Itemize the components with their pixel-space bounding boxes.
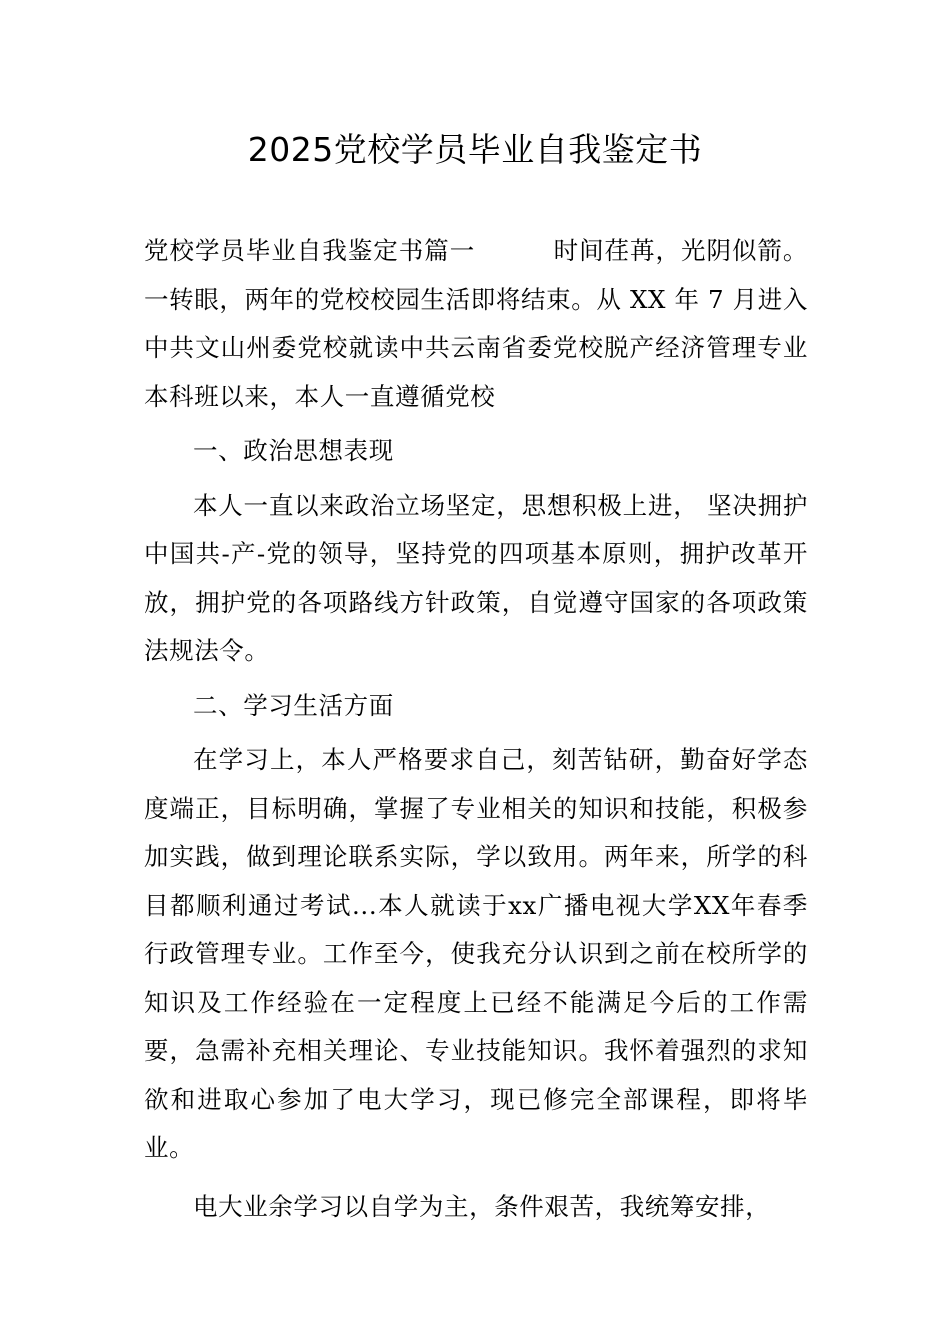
document-body <box>144 227 808 1231</box>
section2-paragraph: 在学习上，本人严格要求自己，刻苦钻研，勤奋好学态度端正，目标明确，掌握了专业相关的知识和技能，积极参加实践，做到理论联系实际，学以致用。两年来，所学的科目都顺利通过考试...本人就读于xx广播电视大学XX年春季行政管理专业。工作至今，使我充分认识到之前在校所学的知识及工作经验在一定程度上已经不能满足今后的工作需要，急需补充相关理论、专业技能知识。我怀着强烈的求知欲和进取心参加了电大学习，现已修完全部课程，即将毕业。 <box>144 745 808 1162</box>
section1-heading: 一、政治思想表现 <box>193 436 394 465</box>
section2-heading: 二、学习生活方面 <box>193 690 394 720</box>
document-title: 2025党校学员毕业自我鉴定书 <box>247 130 703 169</box>
section1-paragraph: 本人一直以来政治立场坚定，思想积极上进， 坚决拥护中国共-产-党的领导，坚持党的四项基本原则，拥护改革开放，拥护党的各项路线方针政策，自觉遵守国家的各项政策法规法令。 <box>144 490 808 665</box>
spacer <box>144 1173 808 1183</box>
intro-text: 时间荏苒，光阴似箭。一转眼，两年的党校校园生活即将结束。从 XX 年 7 月进入中共文山州委党校就读中共云南省委党校脱产经济管理专业本科班以来，本人一直遵循党校 <box>144 236 808 411</box>
intro-paragraph <box>144 227 808 421</box>
intro-heading: 党校学员毕业自我鉴定书篇一 <box>144 236 476 265</box>
section3-paragraph: 电大业余学习以自学为主，条件艰苦，我统筹安排， <box>193 1191 771 1221</box>
